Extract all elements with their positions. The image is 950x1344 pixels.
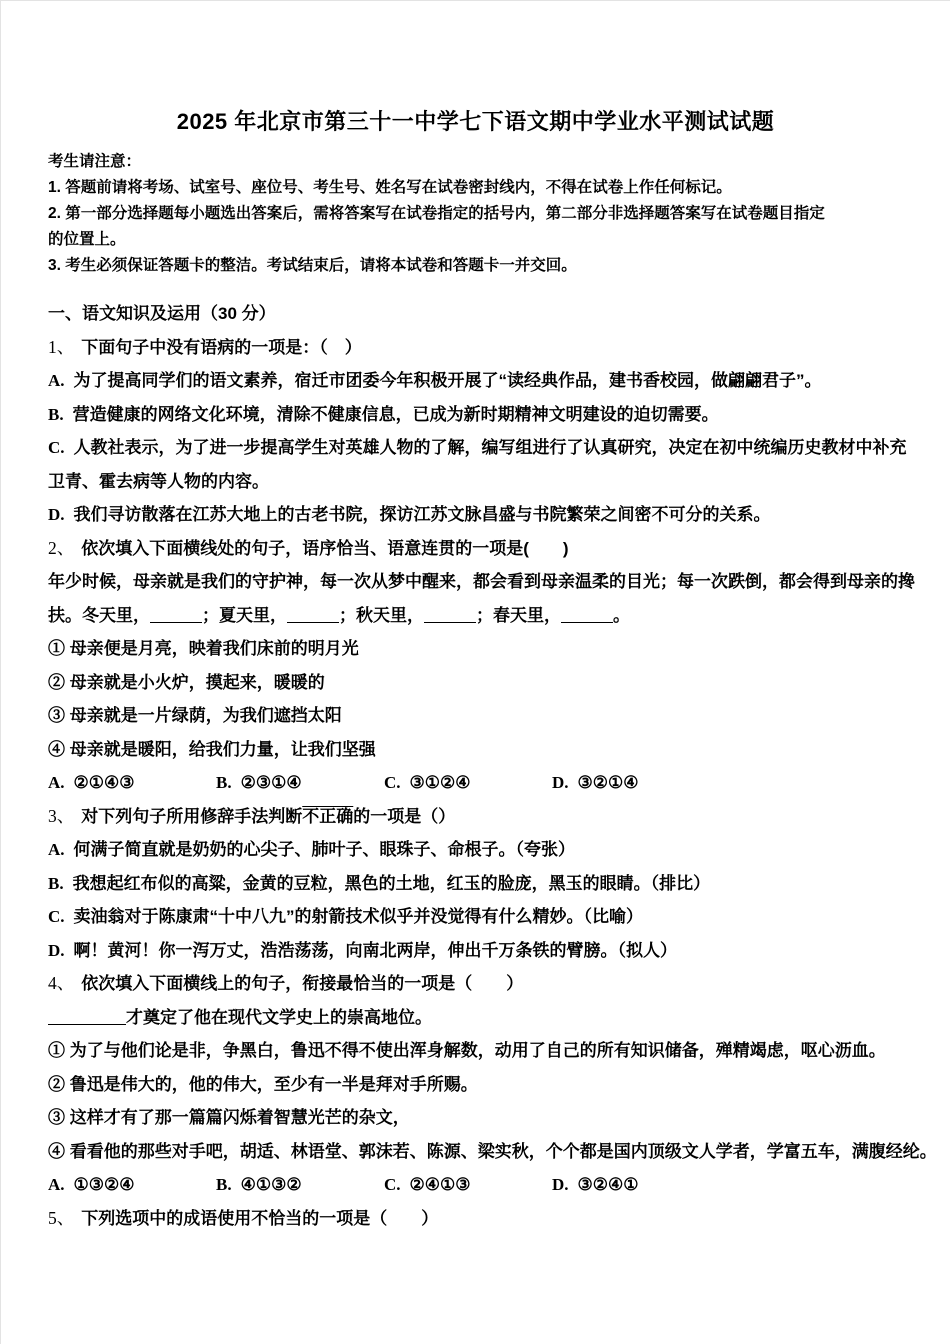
text-segment: ④ 母亲就是暖阳，给我们力量，让我们坚强: [48, 739, 376, 759]
answer-option: [48, 431, 914, 465]
question-stem: [48, 532, 914, 566]
option-cell: [216, 766, 384, 800]
question-body: [48, 297, 937, 1235]
text-segment: 才奠定了他在现代文学史上的崇高地位。: [126, 1007, 432, 1027]
text-line: [48, 1068, 914, 1102]
option-letter: D.: [48, 940, 65, 960]
notice-heading: 考生请注意：: [48, 153, 142, 170]
option-cell: [384, 766, 552, 800]
text-segment: ③②①④: [577, 773, 639, 792]
text-segment: 下列选项中的成语使用不恰当的一项是（ ）: [81, 1208, 439, 1228]
text-segment: 依次填入下面横线上的句子，衔接最恰当的一项是（ ）: [81, 974, 524, 993]
question-number: 4、: [48, 973, 75, 993]
option-letter: A.: [48, 840, 65, 859]
text-segment: 啊！黄河！你一泻万丈，浩浩荡荡，向南北两岸，伸出千万条铁的臂膀。（拟人）: [73, 940, 678, 960]
text-segment: 我想起红布似的高粱，金黄的豆粒，黑色的土地，红玉的脸庞，黑玉的眼睛。（排比）: [72, 873, 711, 893]
fill-in-blank: [561, 610, 613, 623]
text-segment: ；夏天里，: [202, 605, 287, 625]
option-letter: B.: [48, 404, 64, 424]
text-segment: 扶。冬天里，: [48, 605, 150, 625]
text-segment: 何满子简直就是奶奶的心尖子、肺叶子、眼珠子、命根子。（夸张）: [73, 840, 576, 859]
text-segment: ③①②④: [409, 773, 471, 792]
answer-option: [48, 398, 914, 432]
option-letter: C.: [48, 438, 65, 457]
option-letter: C.: [48, 907, 65, 926]
text-segment: 营造健康的网络文化环境，清除不健康信息，已成为新时期精神文明建设的迫切需要。: [72, 404, 719, 424]
text-segment: ④ 看看他的那些对手吧，胡适、林语堂、郭沫若、陈源、梁实秋，个个都是国内顶级文人学者，学富五车，满腹经纶。: [48, 1141, 937, 1161]
option-letter: D.: [48, 505, 65, 524]
text-line: [48, 632, 914, 666]
answer-option: [48, 833, 914, 867]
text-segment: ；春天里，: [476, 605, 561, 625]
text-segment: ③ 这样才有了那一篇篇闪烁着智慧光芒的杂文，: [48, 1108, 410, 1127]
text-line: [48, 465, 914, 499]
text-line: [48, 599, 914, 633]
question-number: 5、: [48, 1207, 75, 1228]
text-segment: 为了提高同学们的语文素养，宿迁市团委今年积极开展了“读经典作品，建书香校园，做翩翩君子”。: [73, 371, 822, 390]
text-segment: 人教社表示，为了进一步提高学生对英雄人物的了解，编写组进行了认真研究，决定在初中统编历史教材中补充: [73, 438, 907, 457]
text-segment: 下面句子中没有语病的一项是：（ ）: [81, 337, 362, 357]
text-segment: ①③②④: [73, 1175, 135, 1194]
section-heading: [48, 297, 914, 331]
question-number: 1、: [48, 336, 75, 357]
option-letter: A.: [48, 371, 65, 390]
question-stem: [48, 1202, 914, 1236]
option-cell: [552, 1168, 639, 1202]
text-segment: 的一项是（）: [353, 806, 456, 826]
text-segment: 。: [613, 605, 630, 625]
text-line: [48, 1101, 914, 1135]
text-line: [48, 565, 914, 599]
text-segment: ②①④③: [73, 773, 135, 792]
text-segment: ③ 母亲就是一片绿荫，为我们遮挡太阳: [48, 706, 342, 725]
text-line: [48, 1001, 914, 1035]
option-letter: B.: [48, 873, 64, 893]
option-letter: D.: [552, 773, 569, 792]
page-title: 2025 年北京市第三十一中学七下语文期中学业水平测试试题: [176, 109, 775, 134]
text-segment: 卫青、霍去病等人物的内容。: [48, 471, 269, 491]
option-letter: A.: [48, 1175, 65, 1194]
text-segment: 对下列句子所用修辞手法判断: [81, 806, 303, 826]
option-letter: D.: [552, 1175, 569, 1194]
text-segment: 依次填入下面横线处的句子，语序恰当、语意连贯的一项是( ): [81, 538, 569, 558]
question-stem: [48, 967, 914, 1001]
option-cell: [48, 766, 216, 800]
option-letter: C.: [384, 773, 401, 792]
text-segment: 年少时候，母亲就是我们的守护神，每一次从梦中醒来，都会看到母亲温柔的目光；每一次跌倒，都会得到母亲的搀: [48, 572, 915, 591]
text-segment: 一、语文知识及运用（30 分）: [48, 304, 276, 323]
option-letter: C.: [384, 1175, 401, 1194]
notice-lines: [48, 175, 910, 279]
answer-option: [48, 900, 914, 934]
option-letter: A.: [48, 773, 65, 792]
fill-in-blank: [150, 610, 202, 623]
notice-block: [48, 149, 910, 279]
text-line: [48, 733, 914, 767]
question-number: 2、: [48, 537, 75, 558]
text-segment: ④①③②: [240, 1175, 302, 1194]
option-letter: B.: [216, 773, 232, 792]
option-cell: [48, 1168, 216, 1202]
text-segment: ① 为了与他们论是非，争黑白，鲁迅不得不使出浑身解数，动用了自己的所有知识储备，殚精竭虑，呕心沥血。: [48, 1041, 886, 1060]
question-number: 3、: [48, 805, 75, 826]
option-cell: [552, 766, 639, 800]
option-cell: [384, 1168, 552, 1202]
text-segment: ③②④①: [577, 1175, 639, 1194]
fill-in-blank: [48, 1012, 126, 1025]
text-segment: ① 母亲便是月亮，映着我们床前的明月光: [48, 639, 359, 658]
text-segment: 不正确: [302, 806, 354, 826]
answer-option: [48, 867, 914, 901]
text-line: [48, 1135, 937, 1169]
notice-line: 3. 考生必须保证答题卡的整洁。考试结束后，请将本试卷和答题卡一并交回。: [48, 257, 577, 274]
notice-line: 2. 第一部分选择题每小题选出答案后，需将答案写在试卷指定的括号内，第二部分非选择题答案写在试卷题目指定: [48, 205, 825, 222]
question-stem: [48, 800, 914, 834]
text-segment: ②④①③: [409, 1175, 471, 1194]
text-line: [48, 1034, 914, 1068]
option-letter: B.: [216, 1175, 232, 1194]
options-row: [48, 1168, 914, 1202]
text-segment: ② 鲁迅是伟大的，他的伟大，至少有一半是拜对手所赐。: [48, 1074, 478, 1094]
question-stem: [48, 331, 914, 365]
notice-line: 1. 答题前请将考场、试室号、座位号、考生号、姓名写在试卷密封线内，不得在试卷上作任何标记。: [48, 179, 732, 196]
text-segment: 我们寻访散落在江苏大地上的古老书院，探访江苏文脉昌盛与书院繁荣之间密不可分的关系。: [73, 505, 771, 524]
text-line: [48, 699, 914, 733]
text-segment: ②③①④: [240, 773, 302, 792]
answer-option: [48, 934, 914, 968]
text-segment: ② 母亲就是小火炉，摸起来，暖暖的: [48, 672, 325, 692]
option-cell: [216, 1168, 384, 1202]
answer-option: [48, 498, 914, 532]
fill-in-blank: [287, 610, 339, 623]
text-segment: ；秋天里，: [339, 605, 424, 625]
notice-line: 的位置上。: [48, 231, 126, 248]
options-row: [48, 766, 914, 800]
text-segment: 卖油翁对于陈康肃“十中八九”的射箭技术似乎并没觉得有什么精妙。（比喻）: [73, 907, 644, 926]
answer-option: [48, 364, 914, 398]
text-line: [48, 666, 914, 700]
fill-in-blank: [424, 610, 476, 623]
